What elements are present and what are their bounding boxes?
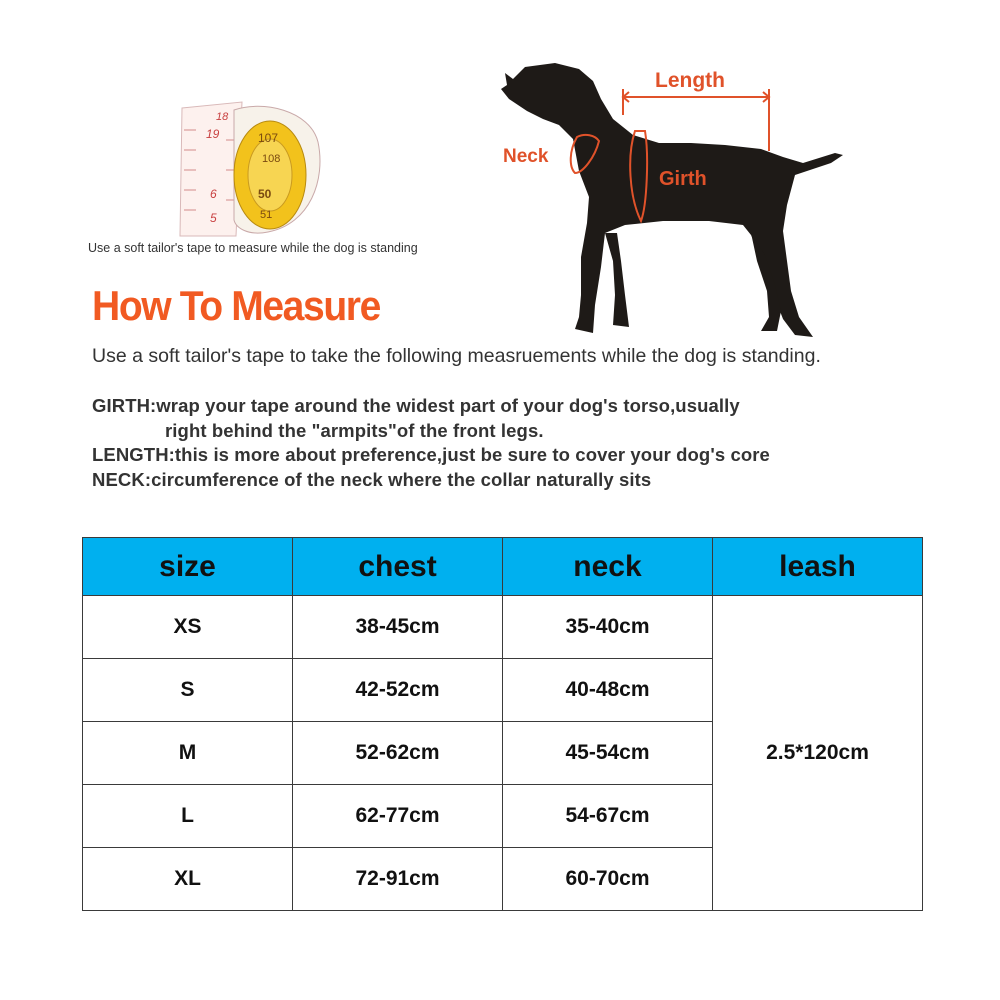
header-neck: neck xyxy=(503,538,713,596)
size-cell: M xyxy=(83,722,293,785)
neck-cell: 40-48cm xyxy=(503,659,713,722)
tape-number: 51 xyxy=(260,209,273,221)
tape-measure-image xyxy=(170,100,330,240)
neck-cell: 54-67cm xyxy=(503,785,713,848)
header-size: size xyxy=(83,538,293,596)
dog-silhouette-icon xyxy=(495,55,855,345)
tape-number: 107 xyxy=(258,131,279,145)
length-instruction: LENGTH:this is more about preference,just be sure to cover your dog's core xyxy=(92,444,770,465)
intro-text: Use a soft tailor's tape to take the following measruements while the dog is standing. xyxy=(92,345,821,367)
tape-number: 5 xyxy=(210,211,217,225)
leash-cell: 2.5*120cm xyxy=(713,596,923,911)
length-label: Length xyxy=(655,69,725,92)
tape-number: 19 xyxy=(206,127,220,141)
header-leash: leash xyxy=(713,538,923,596)
size-cell: L xyxy=(83,785,293,848)
size-cell: XL xyxy=(83,848,293,911)
chest-cell: 62-77cm xyxy=(293,785,503,848)
table-header-row xyxy=(83,538,923,596)
neck-cell: 60-70cm xyxy=(503,848,713,911)
tape-number: 50 xyxy=(258,187,272,201)
size-cell: S xyxy=(83,659,293,722)
tape-number: 18 xyxy=(216,111,229,123)
size-cell: XS xyxy=(83,596,293,659)
girth-instruction: GIRTH:wrap your tape around the widest part of your dog's torso,usually xyxy=(92,395,740,416)
tape-number: 108 xyxy=(262,153,281,165)
table-row xyxy=(83,596,923,659)
tape-number: 6 xyxy=(210,187,217,201)
neck-cell: 35-40cm xyxy=(503,596,713,659)
tape-caption: Use a soft tailor's tape to measure while the dog is standing xyxy=(88,241,418,255)
tape-measure-icon xyxy=(170,100,330,240)
neck-label: Neck xyxy=(503,146,549,167)
neck-instruction: NECK:circumference of the neck where the collar naturally sits xyxy=(92,469,652,490)
page-title: How To Measure xyxy=(92,282,380,329)
dog-diagram xyxy=(495,55,855,345)
size-chart-table xyxy=(82,537,923,911)
header-chest: chest xyxy=(293,538,503,596)
chest-cell: 72-91cm xyxy=(293,848,503,911)
chest-cell: 52-62cm xyxy=(293,722,503,785)
chest-cell: 38-45cm xyxy=(293,596,503,659)
girth-instruction-continued: right behind the "armpits"of the front legs. xyxy=(165,420,544,441)
neck-cell: 45-54cm xyxy=(503,722,713,785)
girth-label: Girth xyxy=(659,168,707,190)
chest-cell: 42-52cm xyxy=(293,659,503,722)
